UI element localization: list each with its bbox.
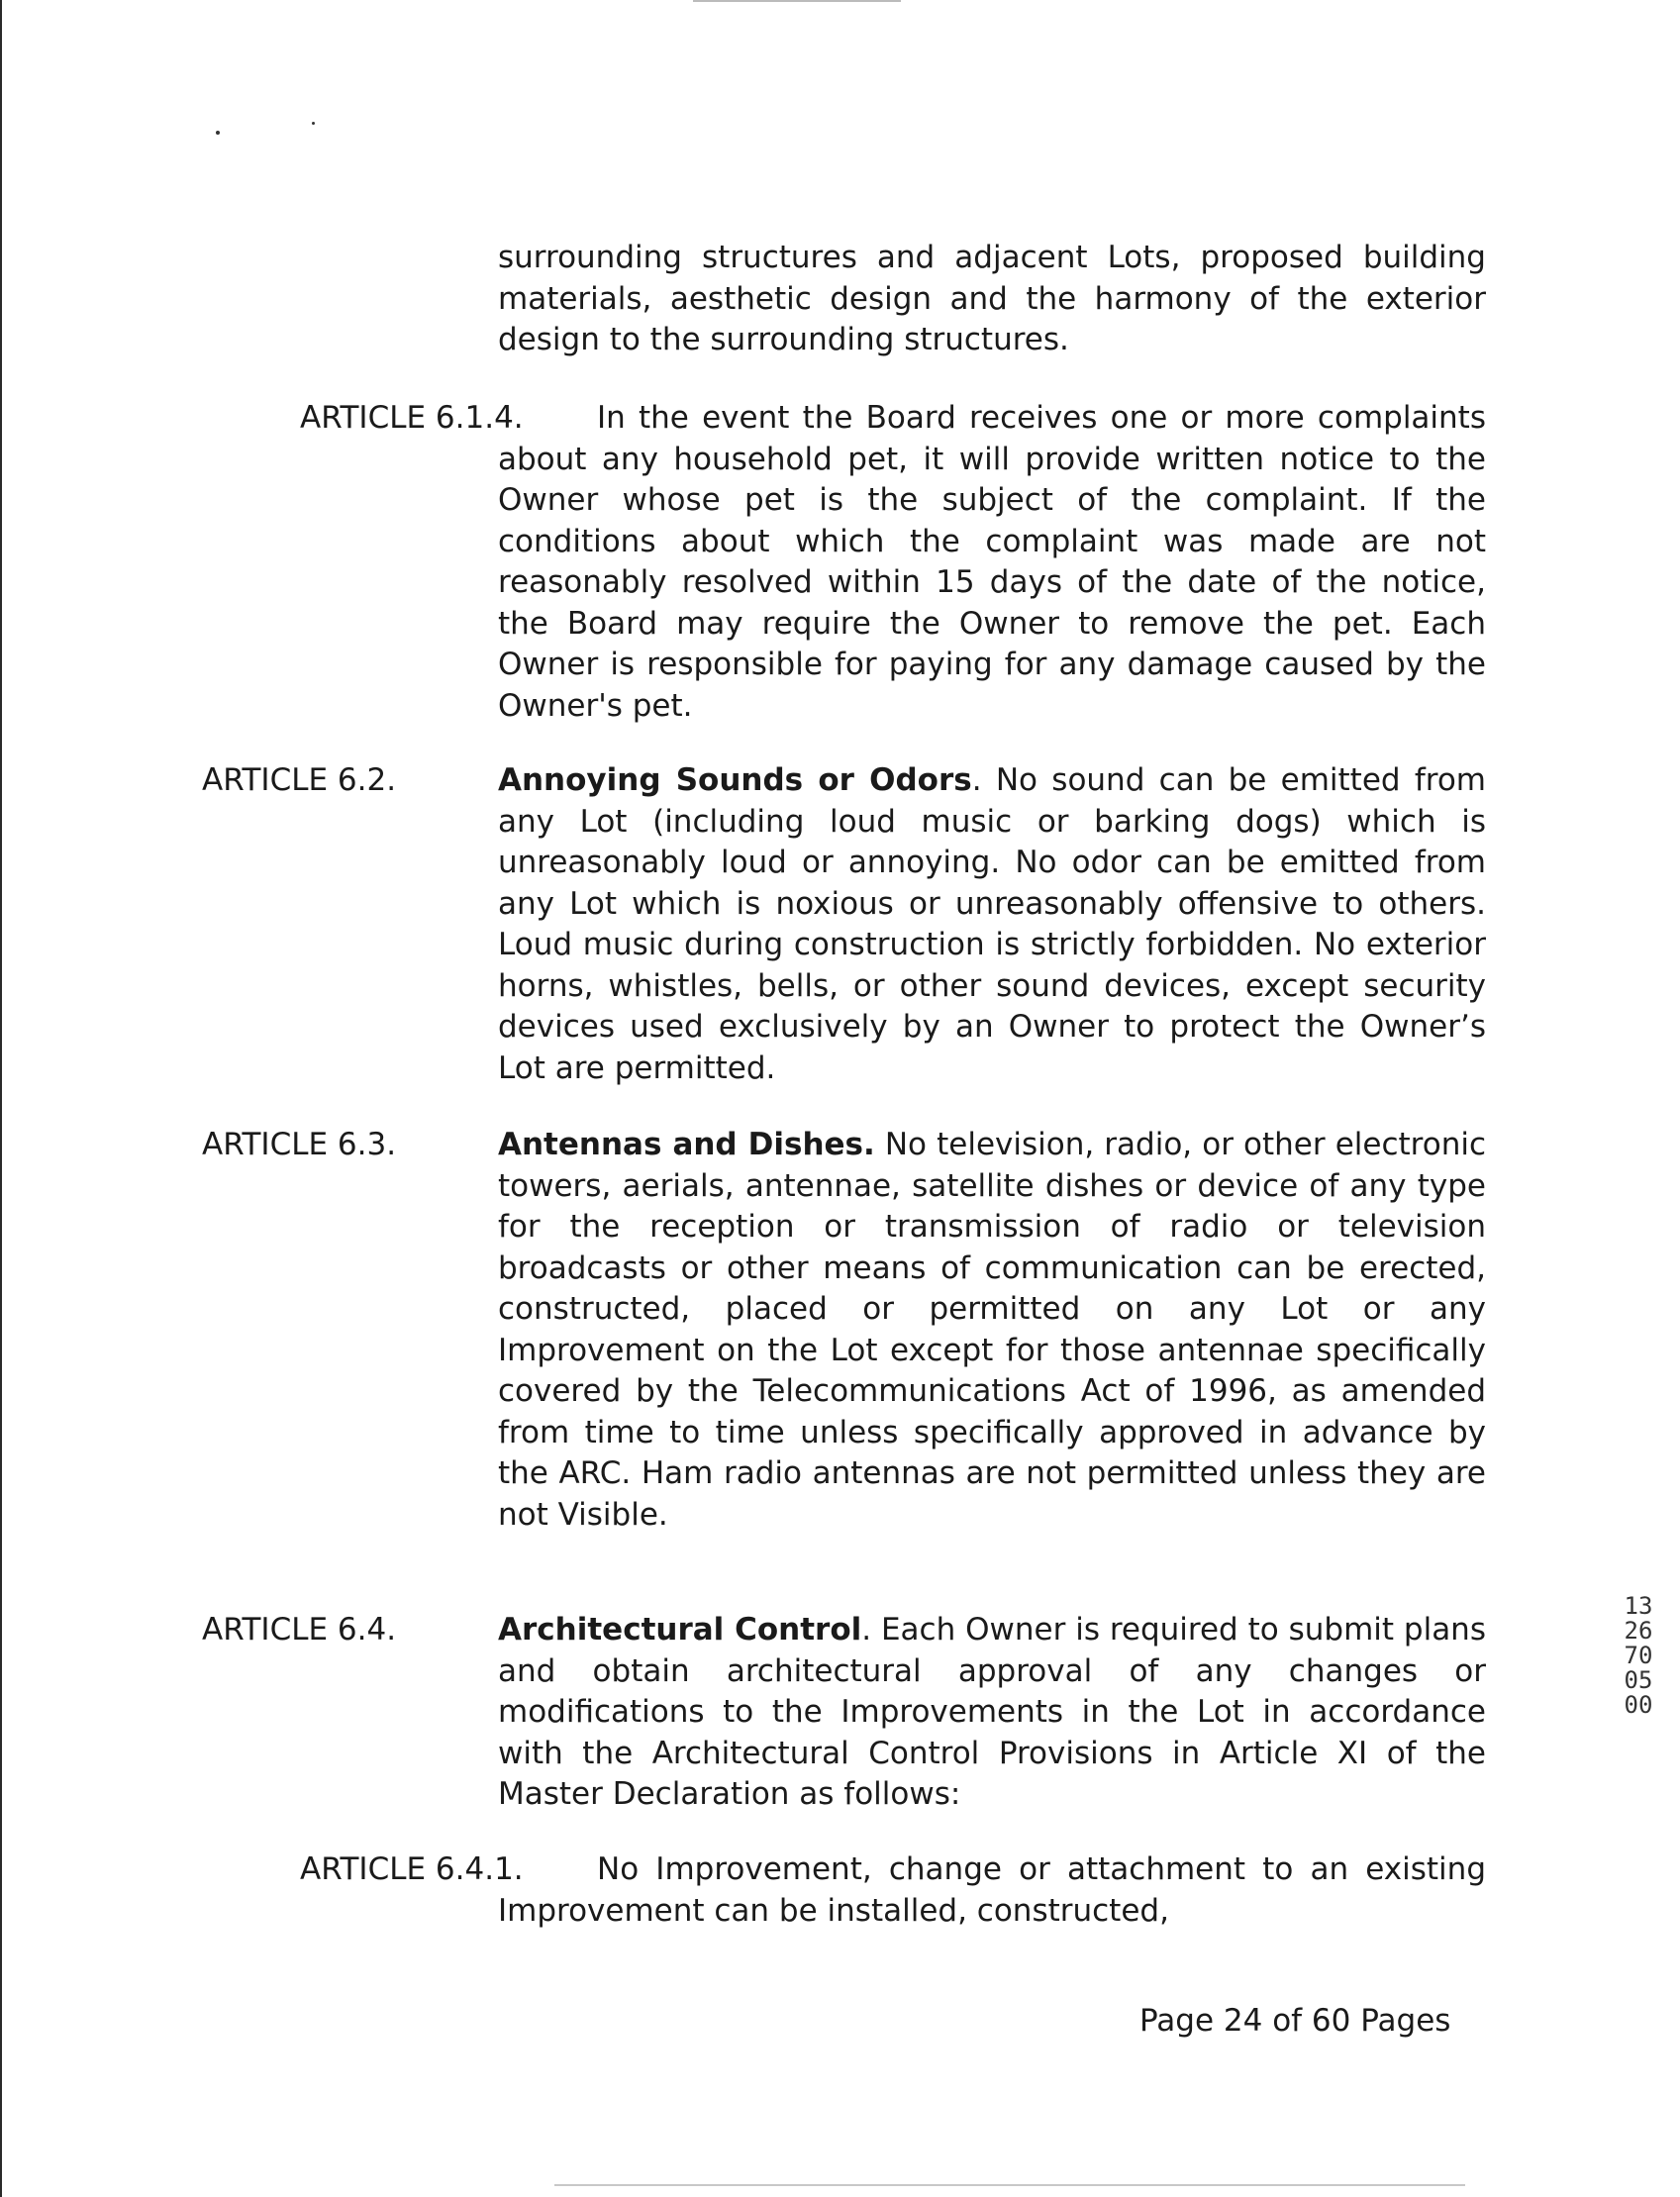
article-label: ARTICLE 6.1.4. xyxy=(300,400,524,436)
article-text: No television, radio, or other electronic towers, aerials, antennae, satellite dishes or device of any type for the reception or transmission of radio or television broadcasts or other means of communication can be erected, constructed, placed or permitted on any Lot or any Improvement on the Lot except for those antennae specifically covered by the Telecommunications Act of 1996, as amended from time to time unless specifically approved in advance by the ARC. Ham radio antennas are not permitted unless they are not Visible. xyxy=(498,1127,1486,1533)
scan-mark-bottom xyxy=(554,2184,1465,2186)
article-heading: Annoying Sounds or Odors xyxy=(498,762,972,798)
article-label: ARTICLE 6.2. xyxy=(202,762,397,798)
scan-edge xyxy=(0,0,2,2197)
article-text: . No sound can be emitted from any Lot (including loud music or barking dogs) which is unreasonably loud or annoying. No odor can be emitted from any Lot which is noxious or unreasonably offensive to others. Loud music during construction is strictly forbidden. No exterior horns, whistles, bells, or other sound devices, except security devices used exclusively by an Owner to protect the Owner’s Lot are permitted. xyxy=(498,762,1486,1086)
article-text: . Each Owner is required to submit plans and obtain architectural approval of any changes or modifications to the Improvements in the Lot in accordance with the Architectural Control Provisions in Article XI of the Master Declaration as follows: xyxy=(498,1612,1486,1812)
article-text: In the event the Board receives one or more complaints about any household pet, it will provide written notice to the Owner whose pet is the subject of the complaint. If the conditions about which the complaint was made are not reasonably resolved within 15 days of the date of the notice, the Board may require the Owner to remove the pet. Each Owner is responsible for paying for any damage caused by the Owner's pet. xyxy=(498,400,1486,724)
article-body xyxy=(498,398,1486,727)
scan-speck xyxy=(312,122,315,125)
article-body xyxy=(498,1610,1486,1816)
scan-mark-top xyxy=(693,0,901,2)
continuation-text: surrounding structures and adjacent Lots, proposed building materials, aesthetic design and the harmony of the exterior design to the surrounding structures. xyxy=(498,240,1486,357)
article-body xyxy=(498,760,1486,1089)
scan-speck xyxy=(216,131,220,135)
article-label: ARTICLE 6.3. xyxy=(202,1127,397,1162)
page-number: Page 24 of 60 Pages xyxy=(1139,2003,1451,2039)
article-heading: Architectural Control xyxy=(498,1612,862,1648)
article-label: ARTICLE 6.4. xyxy=(202,1612,397,1648)
continuation-paragraph xyxy=(498,238,1486,361)
article-body xyxy=(498,1849,1486,1932)
article-body xyxy=(498,1125,1486,1536)
article-text: No Improvement, change or attachment to an existing Improvement can be installed, constructed, xyxy=(498,1851,1486,1929)
recording-stamp: 1326700500 xyxy=(1624,1592,1653,1719)
article-heading: Antennas and Dishes. xyxy=(498,1127,875,1162)
article-label: ARTICLE 6.4.1. xyxy=(300,1851,524,1887)
